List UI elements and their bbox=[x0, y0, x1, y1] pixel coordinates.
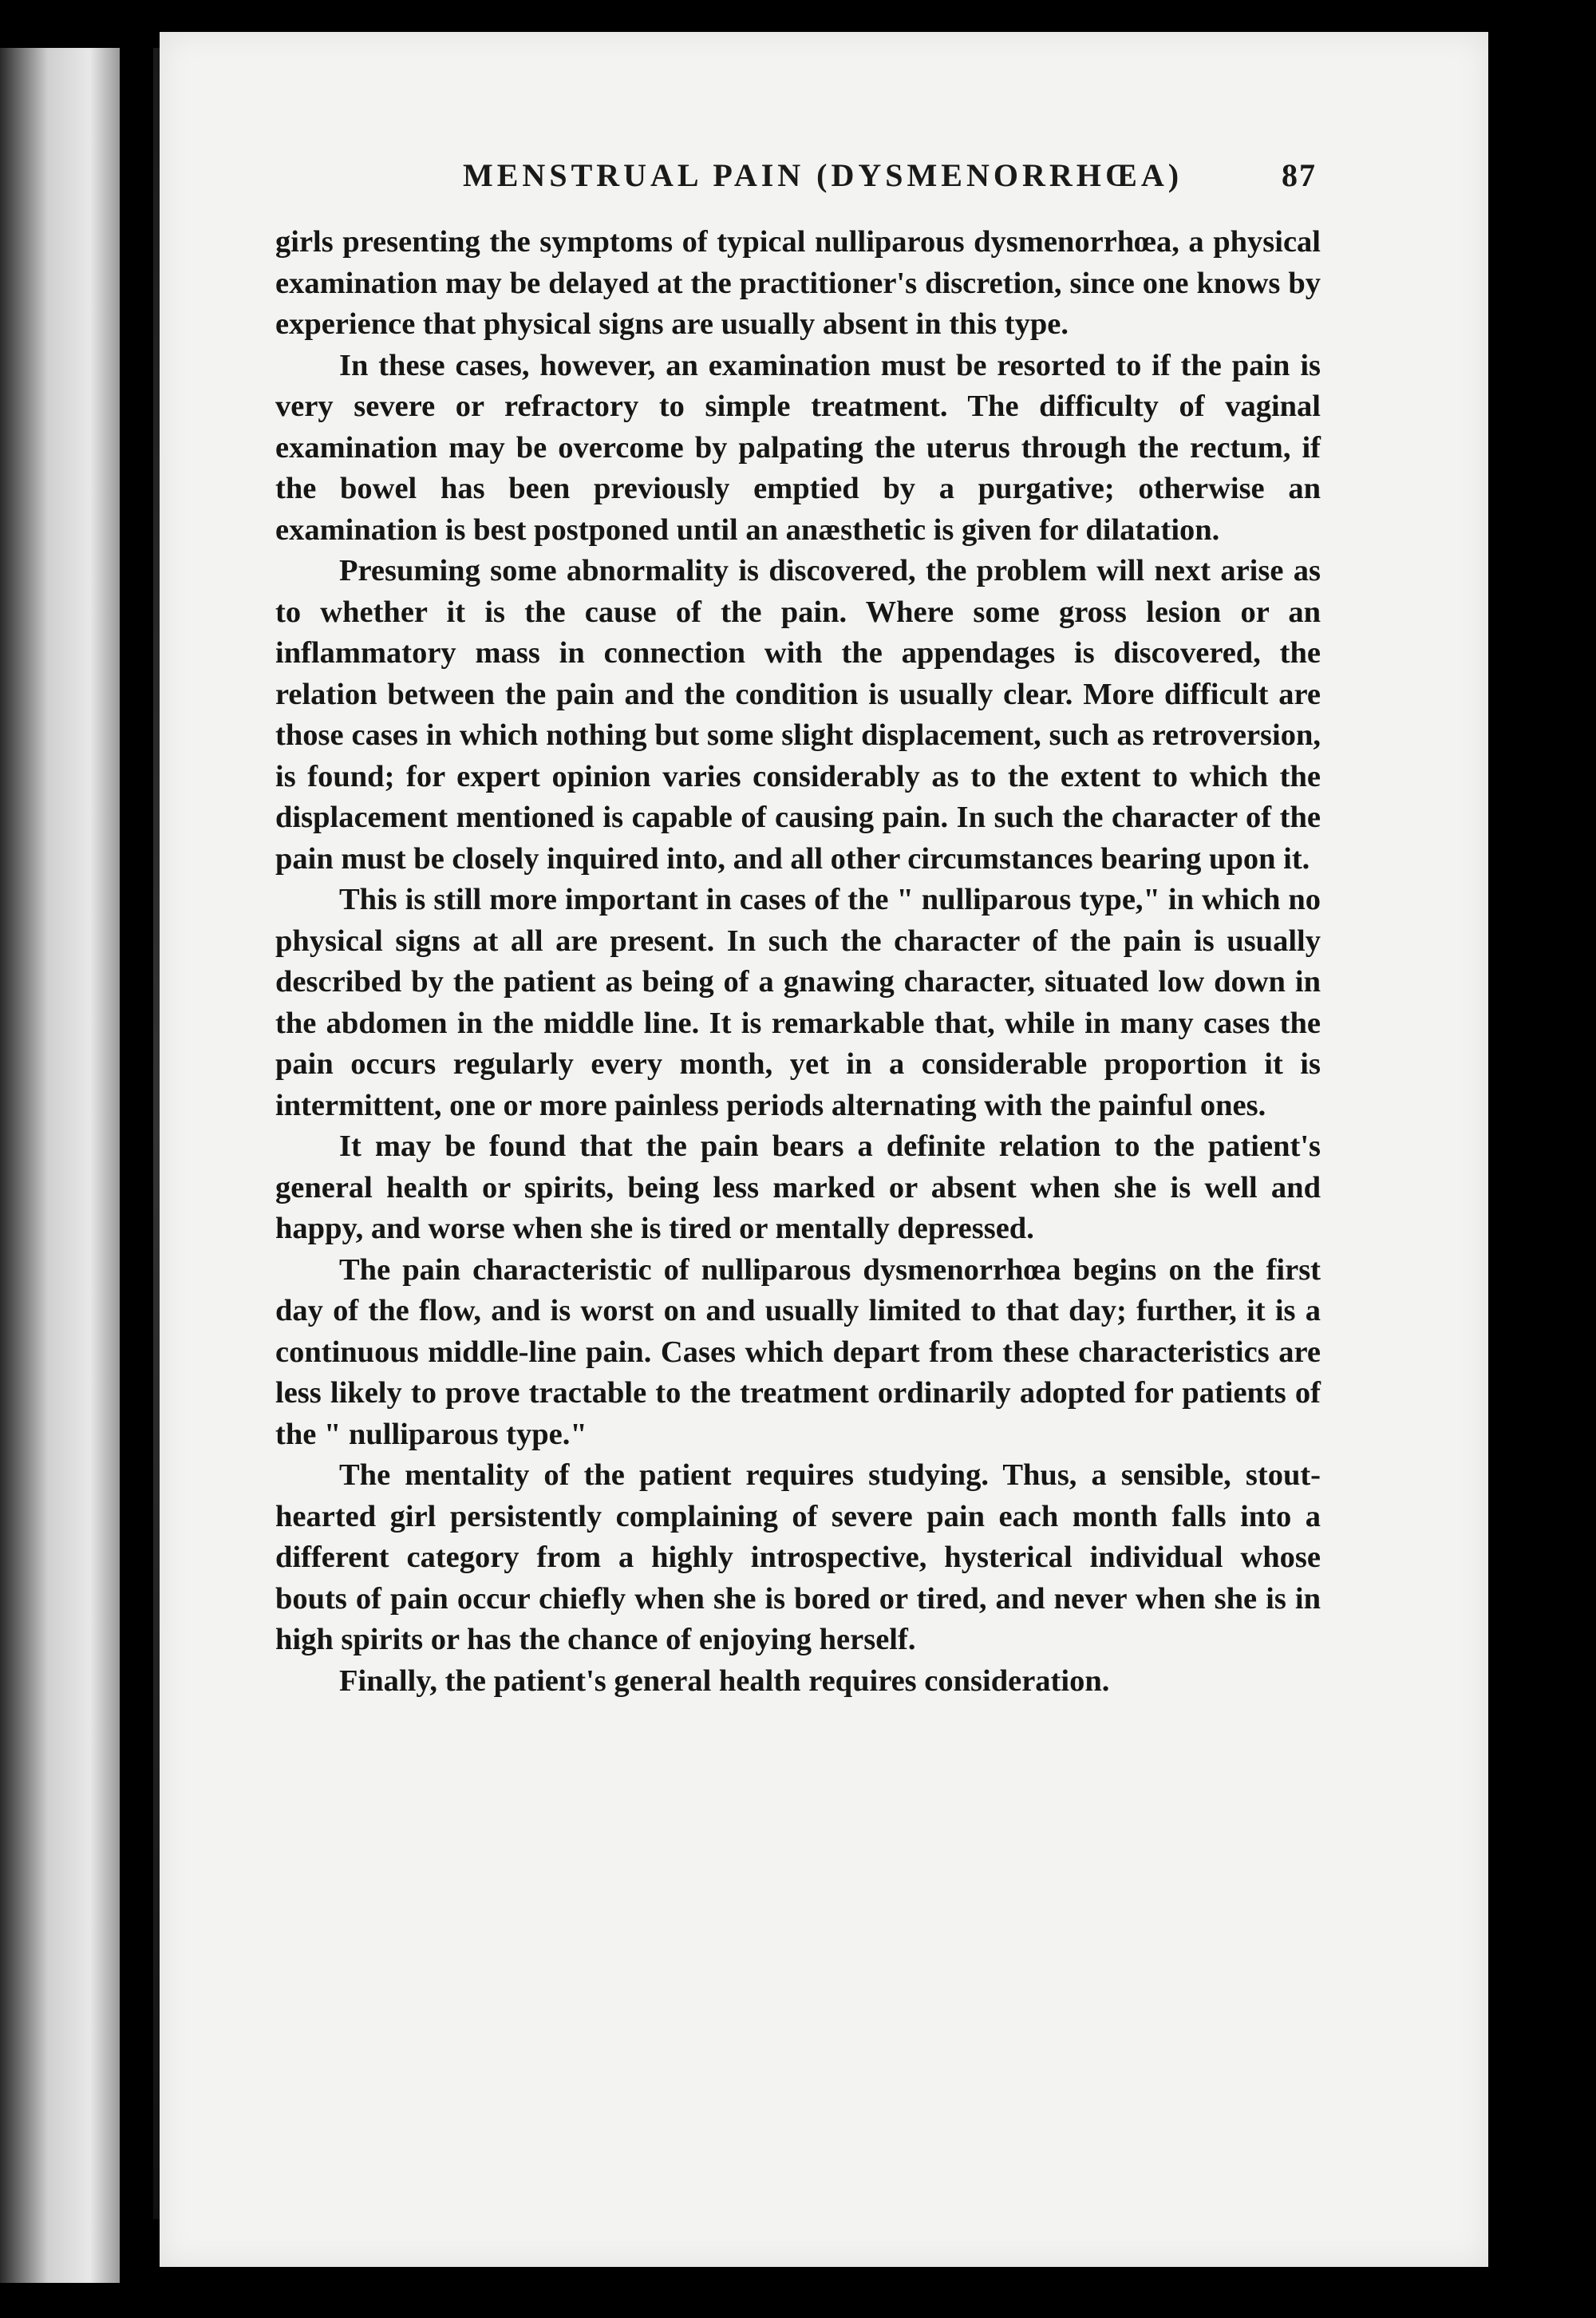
running-head-title: MENSTRUAL PAIN (DYSMENORRHŒA) bbox=[463, 157, 1183, 193]
paragraph: Presuming some abnormality is discovered, the problem will next arise as to whether it is the cause of the pain. Where some gross lesion or an inflammatory mass in connection with the appendages is discovered, the relation between the pain and the condition is usually clear. More difficult are those cases in which nothing but some slight displacement, such as retroversion, is found; for expert opinion varies considerably as to the extent to which the displacement mentioned is capable of causing pain. In such the character of the pain must be closely inquired into, and all other circumstances bearing upon it. bbox=[275, 554, 1321, 876]
paragraph: The mentality of the patient requires studying. Thus, a sensible, stout-hearted girl persistently complaining of severe pain each month falls into a different category from a highly introspective, hysterical individual whose bouts of pain occur chiefly when she is bored or tired, and never when she is in high spirits or has the chance of enjoying herself. bbox=[275, 1458, 1321, 1656]
paragraph: It may be found that the pain bears a definite relation to the patient's general health or spirits, being less marked or absent when she is well and happy, and worse when she is tired or mentally depressed. bbox=[275, 1129, 1321, 1245]
book-gutter bbox=[153, 48, 160, 2219]
paragraph: The pain characteristic of nulliparous dysmenorrhœa begins on the first day of the flow, and is worst on and usually limited to that day; further, it is a continuous middle-line pain. Cases which depart from these characteristics are less likely to prove tractable to the treatment ordinarily adopted for patients of the " nulliparous type." bbox=[275, 1252, 1321, 1451]
previous-page-edge bbox=[0, 48, 120, 2283]
body-text bbox=[275, 222, 1321, 1702]
paragraph: This is still more important in cases of the " nulliparous type," in which no physical signs at all are present. In such the character of the pain is usually described by the patient as being of a gnawing character, situated low down in the abdomen in the middle line. It is remarkable that, while in many cases the pain occurs regularly every month, yet in a considerable proportion it is intermittent, one or more painless periods alternating with the painful ones. bbox=[275, 883, 1321, 1122]
running-head bbox=[303, 156, 1317, 204]
paragraph: Finally, the patient's general health requires consideration. bbox=[339, 1663, 1110, 1698]
paragraph: In these cases, however, an examination must be resorted to if the pain is very severe or refractory to simple treatment. The difficulty of vaginal examination may be overcome by palpating the uterus through the rectum, if the bowel has been previously emptied by a purgative; otherwise an examination is best postponed until an anæsthetic is given for dilatation. bbox=[275, 348, 1321, 547]
page-number: 87 bbox=[1282, 157, 1317, 193]
paragraph: girls presenting the symptoms of typical nulliparous dysmenorrhœa, a physical examination may be delayed at the practitioner's discretion, since one knows by experience that physical signs are usually absent in this type. bbox=[275, 225, 1321, 341]
